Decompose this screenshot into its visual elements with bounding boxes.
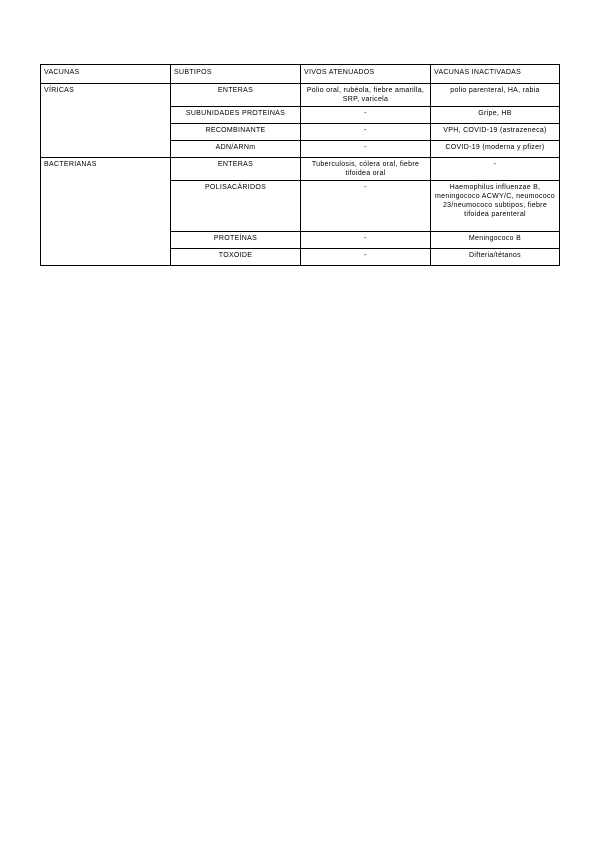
- inactivadas-cell: Haemophilus influenzae B, meningococo ACWY/C, neumococo 23/neumococo subtipos, fiebre tifoidea parenteral: [431, 181, 560, 232]
- vivos-cell: -: [301, 181, 431, 232]
- vivos-cell: Polio oral, rubéola, fiebre amarilla, SRP, varicela: [301, 84, 431, 107]
- subtipo-cell: ENTERAS: [171, 84, 301, 107]
- subtipo-cell: ENTERAS: [171, 158, 301, 181]
- subtipo-cell: TOXOIDE: [171, 249, 301, 266]
- table-row: [41, 158, 560, 181]
- vivos-cell: -: [301, 107, 431, 124]
- subtipo-cell: RECOMBINANTE: [171, 124, 301, 141]
- group-bacterianas: BACTERIANAS: [41, 158, 171, 266]
- header-vacunas-inactivadas: VACUNAS INACTIVADAS: [431, 65, 560, 84]
- header-vivos-atenuados: VIVOS ATENUADOS: [301, 65, 431, 84]
- group-viricas: VÍRICAS: [41, 84, 171, 158]
- vivos-cell: Tuberculosis, cólera oral, fiebre tifoidea oral: [301, 158, 431, 181]
- inactivadas-cell: polio parenteral, HA, rabia: [431, 84, 560, 107]
- table-header-row: [41, 65, 560, 84]
- subtipo-cell: PROTEÍNAS: [171, 232, 301, 249]
- vivos-cell: -: [301, 249, 431, 266]
- table-row: [41, 84, 560, 107]
- header-subtipos: SUBTIPOS: [171, 65, 301, 84]
- vaccine-table: [40, 64, 560, 266]
- vivos-cell: -: [301, 141, 431, 158]
- subtipo-cell: POLISACÁRIDOS: [171, 181, 301, 232]
- header-vacunas: VACUNAS: [41, 65, 171, 84]
- inactivadas-cell: -: [431, 158, 560, 181]
- inactivadas-cell: VPH, COVID-19 (astrazeneca): [431, 124, 560, 141]
- inactivadas-cell: Difteria/tétanos: [431, 249, 560, 266]
- subtipo-cell: ADN/ARNm: [171, 141, 301, 158]
- inactivadas-cell: COVID-19 (moderna y pfizer): [431, 141, 560, 158]
- subtipo-cell: SUBUNIDADES PROTEINAS: [171, 107, 301, 124]
- inactivadas-cell: Gripe, HB: [431, 107, 560, 124]
- vivos-cell: -: [301, 124, 431, 141]
- inactivadas-cell: Meningococo B: [431, 232, 560, 249]
- vivos-cell: -: [301, 232, 431, 249]
